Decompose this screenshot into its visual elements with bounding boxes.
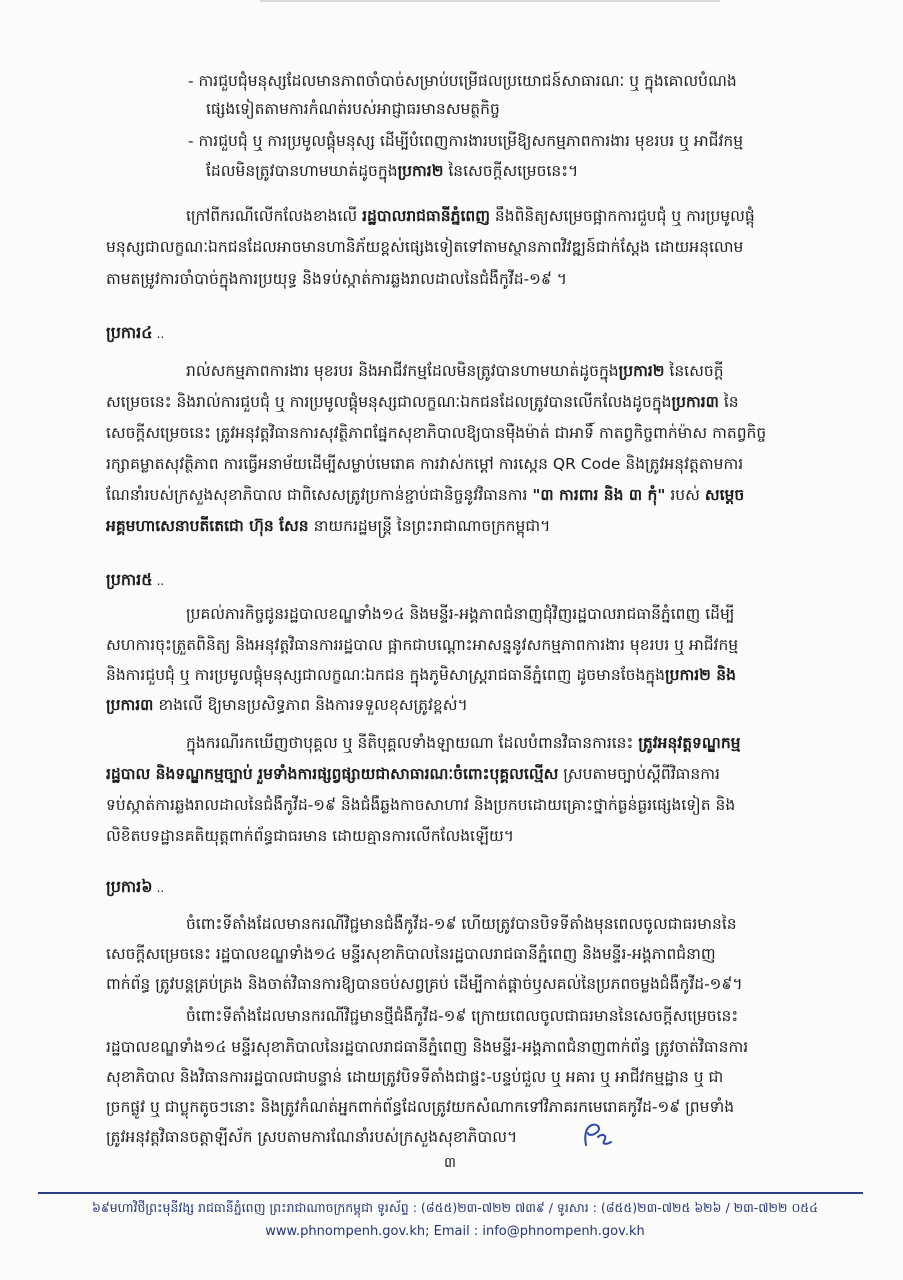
article-4-line-5: ណែនាំរបស់ក្រសួងសុខាភិបាល ជាពិសេសត្រូវប្រកាន់ខ្ជាប់ជានិច្ចនូវវិធានការ "៣ ការពារ និង ៣ កុំ" របស់ សម្តេច [106, 486, 745, 504]
bullet-1-line-2: ផ្សេងទៀតតាមការកំណត់របស់អាជ្ញាធរមានសមត្ថកិច្ច [206, 100, 500, 118]
exception-line-2: មនុស្សជាលក្ខណៈឯកជនដែលអាចមានហានិភ័យខ្ពស់ផ្សេងទៀតទៅតាមស្ថានភាពវិវឌ្ឍន៍ជាក់ស្តែង ដោយអនុលោម [106, 238, 744, 256]
article-6-p1-line-2: សេចក្តីសម្រេចនេះ រដ្ឋបាលខណ្ឌទាំង១៤ មន្ទីរសុខាភិបាលនៃរដ្ឋបាលរាជធានីភ្នំពេញ និងមន្ទីរ-អង្គភាពជំនាញ [106, 945, 716, 963]
footer-contact: www.phnompenh.gov.kh; Email : info@phnompenh.gov.kh [265, 1224, 645, 1239]
article-6-p2-line-2: រដ្ឋបាលខណ្ឌទាំង១៤ មន្ទីរសុខាភិបាលនៃរដ្ឋបាលរាជធានីភ្នំពេញ និងមន្ទីរ-អង្គភាពជំនាញពាក់ព័ន្ធ ត្រូវចាត់វិធានការ [106, 1038, 749, 1056]
article-4-line-2: សម្រេចនេះ និងរាល់ការជួបជុំ ឬ ការប្រមូលផ្តុំមនុស្សជាលក្ខណៈឯកជនដែលត្រូវបានលើកលែងដូចក្នុងប្រការ៣ នៃ [106, 393, 739, 411]
article-4-heading: ប្រការ៤ .. [106, 323, 165, 342]
bullet-2-article-ref: ប្រការ២ [397, 162, 444, 180]
footer-address: ៦៩មហាវិថីព្រះមុនីវង្ស រាជធានីភ្នំពេញ ព្រះរាជាណាចក្រកម្ពុជា ទូរស័ព្ទ : (៨៥៥)២៣-៧២២ ៧៣៩ / ទូរសារ : (៨៥៥)២៣-៧២៥ ៦២៦ / ២៣-៧២២ ០៥៤ [92, 1200, 818, 1215]
article-5-p1-line-2: សហការចុះត្រួតពិនិត្យ និងអនុវត្តវិធានការរដ្ឋបាល ផ្អាកជាបណ្តោះអាសន្ននូវសកម្មភាពការងារ មុខរបរ ឬ អាជីវកម្ម [106, 636, 739, 654]
top-edge-shadow [260, 0, 720, 2]
phnom-penh-admin-bold: រដ្ឋបាលរាជធានីភ្នំពេញ [362, 207, 490, 225]
footer-divider [38, 1192, 863, 1194]
article-5-p2-line-2: រដ្ឋបាល និងទណ្ឌកម្មច្បាប់ រួមទាំងការផ្សព្វផ្សាយជាសាធារណៈចំពោះបុគ្គលល្មើស ស្របតាមច្បាប់ស្តីពីវិធានការ [106, 765, 720, 783]
article-6-p1-line-1: ចំពោះទីតាំងដែលមានករណីវិជ្ជមានជំងឺកូវីដ-១៩ ហើយត្រូវបានបិទទីតាំងមុនពេលចូលជាធរមាននៃ [186, 915, 737, 933]
article-5-p1-line-1: ប្រគល់ភារកិច្ចជូនរដ្ឋបាលខណ្ឌទាំង១៤ និងមន្ទីរ-អង្គភាពជំនាញជុំវិញរដ្ឋបាលរាជធានីភ្នំពេញ ដើម្បី [186, 605, 735, 623]
exception-line-1: ក្រៅពីករណីលើកលែងខាងលើ រដ្ឋបាលរាជធានីភ្នំពេញ នឹងពិនិត្យសម្រេចផ្អាកការជួបជុំ ឬ ការប្រមូលផ្តុំ [186, 207, 755, 225]
article-6-p2-line-5: ត្រូវអនុវត្តវិធានចត្តាឡីស័ក ស្របតាមការណែនាំរបស់ក្រសួងសុខាភិបាល។ [106, 1128, 518, 1146]
footer-email: info@phnompenh.gov.kh [482, 1224, 645, 1239]
bullet-2-line-1: - ការជួបជុំ ឬ ការប្រមូលផ្តុំមនុស្ស ដើម្បីបំពេញការងារបម្រើឱ្យសកម្មភាពការងារ មុខរបរ ឬ អាជីវកម្ម [188, 132, 744, 150]
article-5-p1-line-3: និងការជួបជុំ ឬ ការប្រមូលផ្តុំមនុស្សជាលក្ខណៈឯកជន ក្នុងភូមិសាស្ត្ររាជធានីភ្នំពេញ ដូចមានចែងក្នុងប្រការ២ និង [106, 666, 736, 684]
bullet-1-line-1: - ការជួបជុំមនុស្សដែលមានភាពចាំបាច់សម្រាប់បម្រើផលប្រយោជន៍សាធារណៈ ឬ ក្នុងគោលបំណង [188, 72, 737, 90]
page-number: ៣ [444, 1155, 456, 1171]
article-5-p2-line-4: លិខិតបទដ្ឋានគតិយុត្តពាក់ព័ន្ធជាធរមាន ដោយគ្មានការលើកលែងឡើយ។ [106, 827, 514, 845]
article-5-p2-line-3: ទប់ស្កាត់ការឆ្លងរាលដាលនៃជំងឺកូវីដ-១៩ និងជំងឺឆ្លងកាចសាហាវ និងប្រកបដោយគ្រោះថ្នាក់ធ្ងន់ធ្ងរផ្សេងទៀត និង [106, 796, 736, 814]
article-6-p2-line-1: ចំពោះទីតាំងដែលមានករណីវិជ្ជមានថ្មីជំងឺកូវីដ-១៩ ក្រោយពេលចូលជាធរមាននៃសេចក្តីសម្រេចនេះ [186, 1007, 739, 1025]
initials-signature [580, 1121, 614, 1149]
bullet-2-line-2: ដែលមិនត្រូវបានហាមឃាត់ដូចក្នុងប្រការ២ នៃសេចក្តីសម្រេចនេះ។ [206, 162, 579, 180]
article-4-line-1: រាល់សកម្មភាពការងារ មុខរបរ និងអាជីវកម្មដែលមិនត្រូវបានហាមឃាត់ដូចក្នុងប្រការ២ នៃសេចក្តី [186, 362, 724, 380]
article-6-p1-line-3: ពាក់ព័ន្ធ ត្រូវបន្តគ្រប់គ្រង និងចាត់វិធានការឱ្យបានចប់សព្វគ្រប់ ដើម្បីកាត់ផ្តាច់ឫសគល់នៃប្រភពចម្លងជំងឺកូវីដ-១៩។ [106, 975, 743, 993]
exception-line-3: តាមតម្រូវការចាំបាច់ក្នុងការប្រយុទ្ធ និងទប់ស្កាត់ការឆ្លងរាលដាលនៃជំងឺកូវីដ-១៩ ។ [106, 270, 567, 288]
article-5-p2-line-1: ក្នុងករណីរកឃើញថាបុគ្គល ឬ នីតិបុគ្គលទាំងឡាយណា ដែលបំពានវិធានការនេះ ត្រូវអនុវត្តទណ្ឌកម្ម [186, 734, 741, 752]
article-4-line-3: សេចក្តីសម្រេចនេះ ត្រូវអនុវត្តវិធានការសុវត្ថិភាពផ្នែកសុខាភិបាលឱ្យបានម៉ឺងម៉ាត់ ជាអាទិ៍ កាតព្វកិច្ចពាក់ម៉ាស កាតព្វកិច្ច [106, 424, 767, 442]
article-6-heading: ប្រការ៦ .. [106, 877, 165, 896]
article-5-heading: ប្រការ៥ .. [106, 570, 165, 589]
article-4-line-6: អគ្គមហាសេនាបតីតេជោ ហ៊ុន សែន នាយករដ្ឋមន្ត្រី នៃព្រះរាជាណាចក្រកម្ពុជា។ [106, 517, 551, 535]
footer-website: www.phnompenh.gov.kh [265, 1224, 426, 1239]
article-5-p1-line-4: ប្រការ៣ ខាងលើ ឱ្យមានប្រសិទ្ធភាព និងការទទួលខុសត្រូវខ្ពស់។ [106, 696, 468, 714]
article-6-p2-line-4: ច្រកផ្លូវ ឬ ជាប្លុកតូចៗនោះ និងត្រូវកំណត់អ្នកពាក់ព័ន្ធដែលត្រូវយកសំណាកទៅវិភាគរកមេរោគកូវីដ-១៩ ព្រមទាំង [106, 1098, 735, 1116]
article-4-line-4: រក្សាគម្លាតសុវត្ថិភាព ការធ្វើអនាម័យដើម្បីសម្លាប់មេរោគ ការវាស់កម្តៅ ការស្កេន QR Code និងត្រូវអនុវត្តតាមការ [106, 455, 744, 473]
article-6-p2-line-3: សុខាភិបាល និងវិធានការរដ្ឋបាលជាបន្ទាន់ ដោយត្រូវបិទទីតាំងជាផ្ទះ-បន្ទប់ជួល ឬ អគារ ឬ អាជីវកម្មដ្ឋាន ឬ ជា [106, 1068, 724, 1086]
